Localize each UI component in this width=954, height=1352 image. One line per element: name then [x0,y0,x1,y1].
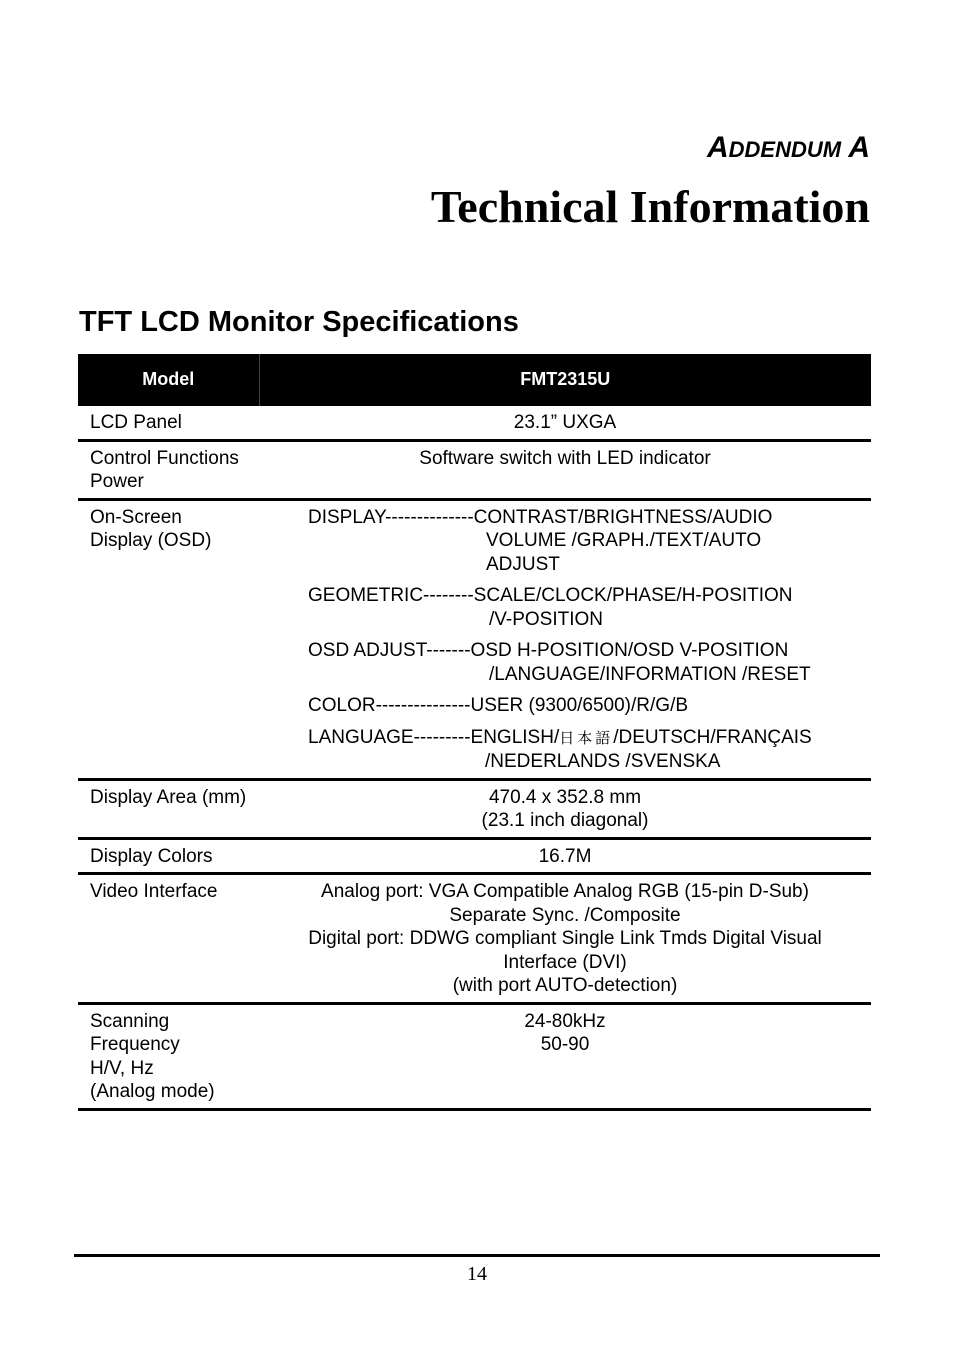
label-line: Scanning [90,1010,170,1032]
osd-item-continuation: ADJUST [486,553,560,575]
osd-item-line: DISPLAY--------------CONTRAST/BRIGHTNESS/AUDIO [308,506,773,528]
label-line: Display (OSD) [90,530,212,551]
header-model: Model [78,354,259,406]
row-display-colors [78,838,871,874]
addendum-heading [707,130,870,168]
language-prefix: LANGUAGE---------ENGLISH/ [308,726,560,748]
osd-item-line: COLOR---------------USER (9300/6500)/R/G/B [308,695,689,716]
row-scanning-frequency [78,1003,871,1109]
row-display-area [78,779,871,838]
value-line: Separate Sync. /Composite [449,904,681,926]
value-line: Analog port: VGA Compatible Analog RGB (15-pin D-Sub) [321,881,809,902]
osd-item-color [308,694,865,718]
label-line: On-Screen [90,506,182,528]
row-lcd-panel [78,406,871,440]
value-line: (23.1 inch diagonal) [481,810,649,831]
label-scanning-frequency [78,1003,259,1109]
osd-item-line [308,726,865,751]
label-lcd-panel: LCD Panel [78,406,259,440]
osd-item-continuation: /NEDERLANDS /SVENSKA [485,751,721,772]
label-line: Power [90,471,144,492]
osd-item-line: OSD ADJUST-------OSD H-POSITION/OSD V-POSITION [308,640,789,661]
header-model-number: FMT2315U [259,354,871,406]
table-header-row [78,354,871,406]
label-display-area: Display Area (mm) [78,779,259,838]
osd-item-line: GEOMETRIC--------SCALE/CLOCK/PHASE/H-POSITION [308,585,793,606]
osd-item-language [308,726,865,774]
addendum-small-caps: DDENDUM [728,137,842,162]
label-osd [78,499,259,779]
value-line: (with port AUTO-detection) [452,975,678,996]
osd-item-osd-adjust [308,639,865,686]
label-control-functions [78,440,259,499]
value-line: Interface (DVI) [503,951,627,973]
row-osd [78,499,871,779]
footer-divider [74,1254,880,1257]
page-title: Technical Information [430,181,870,232]
section-title: TFT LCD Monitor Specifications [79,306,519,338]
label-display-colors: Display Colors [78,838,259,874]
label-line: Frequency [90,1034,180,1055]
language-japanese: 日本語 [559,728,614,747]
label-line: Control Functions [90,447,239,469]
value-osd [259,499,871,779]
page-number: 14 [467,1263,487,1285]
osd-item-display [308,506,865,577]
value-line: 24-80kHz [524,1010,606,1032]
osd-item-continuation: VOLUME /GRAPH./TEXT/AUTO [486,530,762,551]
label-line: H/V, Hz [90,1057,154,1079]
value-video-interface [259,874,871,1004]
label-video-interface: Video Interface [78,874,259,1004]
language-suffix: /DEUTSCH/FRANÇAIS [613,726,812,748]
value-display-area [259,779,871,838]
osd-item-continuation: /LANGUAGE/INFORMATION /RESET [489,663,811,685]
value-lcd-panel: 23.1” UXGA [259,406,871,440]
value-display-colors: 16.7M [259,838,871,874]
value-control-functions: Software switch with LED indicator [259,440,871,499]
label-line: (Analog mode) [90,1081,215,1102]
value-line: Digital port: DDWG compliant Single Link Tmds Digital Visual [308,928,822,949]
value-scanning-frequency [259,1003,871,1109]
row-video-interface [78,874,871,1004]
specifications-table [78,354,871,1111]
addendum-letter: A [848,131,870,164]
value-line: 50-90 [540,1034,590,1055]
osd-item-continuation: /V-POSITION [489,608,604,630]
row-control-functions [78,440,871,499]
addendum-initial: A [706,131,729,164]
value-line: 470.4 x 352.8 mm [488,786,642,808]
osd-item-geometric [308,584,865,631]
